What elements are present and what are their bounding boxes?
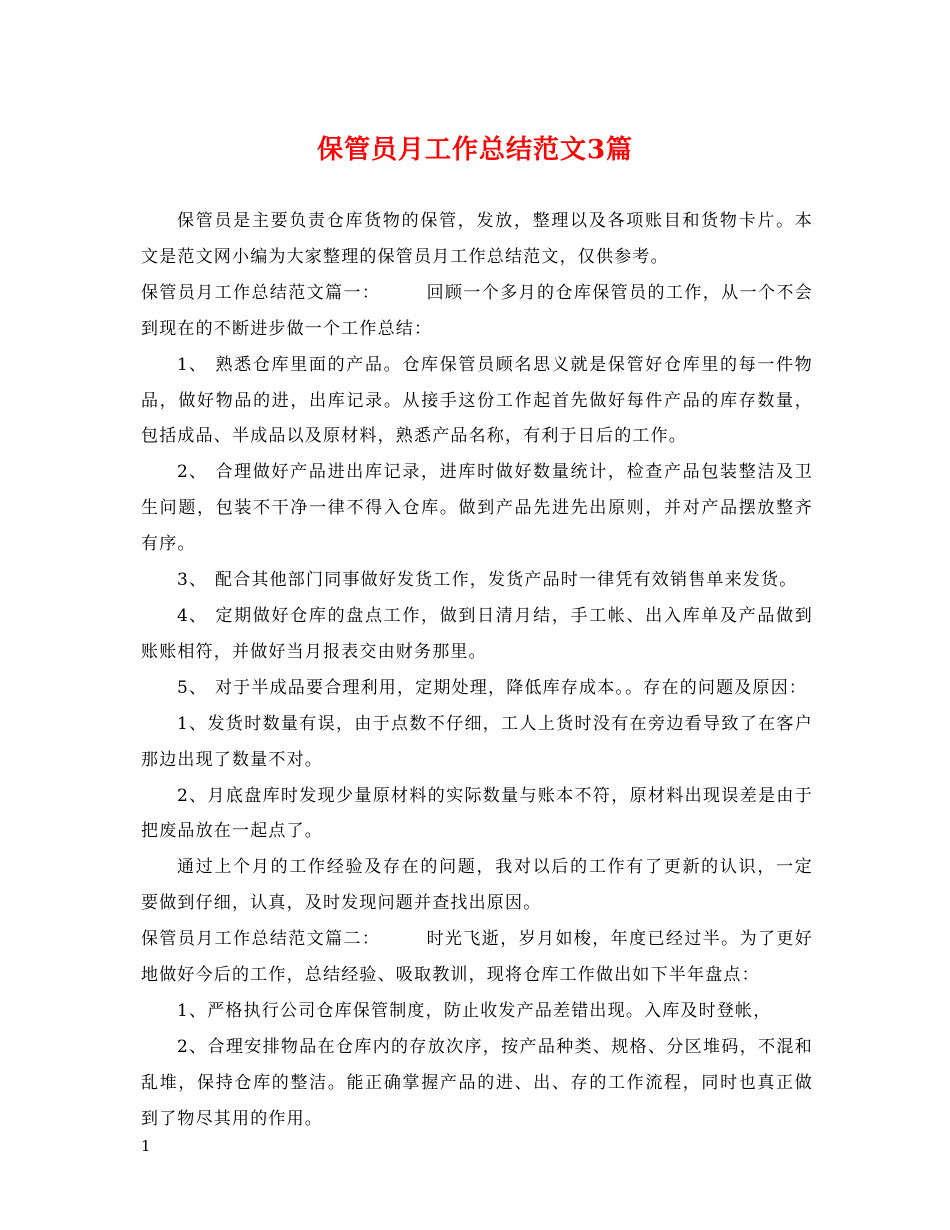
list-item [141, 671, 813, 707]
part2-paragraph [141, 922, 813, 994]
part1-heading: 保管员月工作总结范文篇一： [141, 282, 381, 303]
page-number: 1 [141, 1137, 151, 1155]
list-item [141, 599, 813, 671]
list-item: 2、合理安排物品在仓库内的存放次序，按产品种类、规格、分区堆码，不混和乱堆，保持仓库的整洁。能正确掌握产品的进、出、存的工作流程，同时也真正做到了物尽其用的作用。 [141, 1036, 813, 1129]
document-title: 保管员月工作总结范文3篇 [316, 135, 634, 165]
list-item-text: 配合其他部门同事做好发货工作，发货产品时一律凭有效销售单来发货。 [215, 570, 798, 591]
list-item-text: 对于半成品要合理利用，定期处理，降低库存成本。。存在的问题及原因： [215, 677, 808, 698]
part1-lead: 回顾一个多月的仓库保管员的工作，从一个不会到现在的不断进步做一个工作总结： [141, 282, 813, 339]
list-item-number: 2、 [177, 462, 208, 483]
document-body [141, 204, 813, 1138]
list-item [141, 563, 813, 599]
list-item-number: 5、 [177, 677, 208, 698]
problem-item: 1、发货时数量有误，由于点数不仔细，工人上货时没有在旁边看导致了在客户那边出现了数量不对。 [141, 713, 813, 770]
problem-item: 2、月底盘库时发现少量原材料的实际数量与账本不符，原材料出现误差是由于把废品放在一起点了。 [141, 785, 813, 842]
list-item: 1、严格执行公司仓库保管制度，防止收发产品差错出现。入库及时登帐， [177, 1000, 772, 1021]
list-item [141, 455, 813, 563]
part2-heading: 保管员月工作总结范文篇二： [141, 929, 381, 950]
part1-paragraph [141, 276, 813, 348]
part2-lead: 时光飞逝，岁月如梭，年度已经过半。为了更好地做好今后的工作，总结经验、吸取教训，现将仓库工作做出如下半年盘点： [141, 929, 813, 986]
list-item-number: 4、 [177, 605, 208, 626]
list-item-text: 熟悉仓库里面的产品。仓库保管员顾名思义就是保管好仓库里的每一件物品，做好物品的进，出库记录。从接手这份工作起首先做好每件产品的库存数量，包括成品、半成品以及原材料，熟悉产品名称，有利于日后的工作。 [141, 354, 813, 447]
list-item-text: 合理做好产品进出库记录，进库时做好数量统计，检查产品包装整洁及卫生问题，包装不干净一律不得入仓库。做到产品先进先出原则，并对产品摆放整齐有序。 [141, 462, 813, 555]
conclusion-paragraph: 通过上个月的工作经验及存在的问题，我对以后的工作有了更新的认识，一定要做到仔细，认真，及时发现问题并查找出原因。 [141, 857, 813, 914]
list-item-number: 3、 [177, 570, 208, 591]
list-item [141, 348, 813, 456]
intro-paragraph: 保管员是主要负责仓库货物的保管，发放，整理以及各项账目和货物卡片。本文是范文网小编为大家整理的保管员月工作总结范文，仅供参考。 [141, 211, 813, 267]
list-item-text: 定期做好仓库的盘点工作，做到日清月结，手工帐、出入库单及产品做到账账相符，并做好当月报表交由财务那里。 [141, 605, 813, 662]
list-item-number: 1、 [177, 354, 208, 375]
